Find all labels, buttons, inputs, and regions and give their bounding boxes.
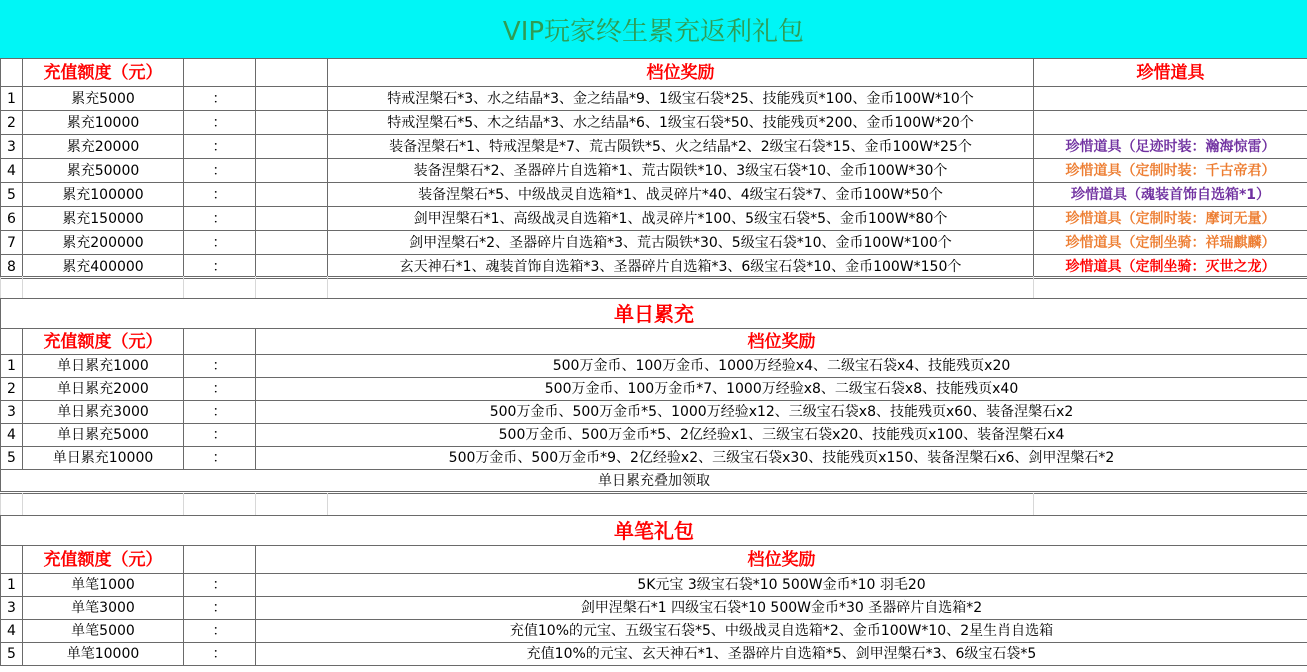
table-row <box>1 207 1307 231</box>
rare-item-cell: 珍惜道具（定制时装：千古帝君） <box>1034 159 1307 183</box>
row-number: 6 <box>1 207 23 231</box>
separator-cell: ： <box>184 447 256 470</box>
separator-cell: ： <box>184 378 256 401</box>
row-number: 1 <box>1 87 23 111</box>
separator-cell: ： <box>184 159 256 183</box>
amount-cell: 单笔1000 <box>23 574 184 597</box>
row-number: 1 <box>1 355 23 378</box>
table-row <box>1 574 1307 597</box>
reward-cell: 500万金币、100万金币、1000万经验x4、二级宝石袋x4、技能残页x20 <box>256 355 1307 378</box>
table-header-row <box>1 546 1307 574</box>
reward-cell: 充值10%的元宝、五级宝石袋*5、中级战灵自选箱*2、金币100W*10、2星生肖自选箱 <box>256 620 1307 643</box>
table-row <box>1 255 1307 279</box>
amount-cell: 累充200000 <box>23 231 184 255</box>
header-reward: 档位奖励 <box>328 59 1034 87</box>
row-number: 8 <box>1 255 23 279</box>
table-row <box>1 355 1307 378</box>
rare-item-cell <box>1034 87 1307 111</box>
reward-cell: 500万金币、100万金币*7、1000万经验x8、二级宝石袋x8、技能残页x40 <box>256 378 1307 401</box>
separator-cell: ： <box>184 643 256 666</box>
table-row <box>1 401 1307 424</box>
amount-cell: 累充400000 <box>23 255 184 279</box>
amount-cell: 累充150000 <box>23 207 184 231</box>
header-reward: 档位奖励 <box>256 546 1307 574</box>
rare-item-cell: 珍惜道具（足迹时装：瀚海惊雷） <box>1034 135 1307 159</box>
table-header-row <box>1 59 1307 87</box>
amount-cell: 累充5000 <box>23 87 184 111</box>
table-row <box>1 231 1307 255</box>
empty-cell <box>256 111 328 135</box>
amount-cell: 单日累充5000 <box>23 424 184 447</box>
table-row <box>1 378 1307 401</box>
row-number: 2 <box>1 378 23 401</box>
blank-row <box>0 276 1307 299</box>
blank-row <box>0 493 1307 516</box>
header-amount: 充值额度（元） <box>23 59 184 87</box>
reward-cell: 特戒涅槃石*3、水之结晶*3、金之结晶*9、1级宝石袋*25、技能残页*100、金币100W*10个 <box>328 87 1034 111</box>
header-item: 珍惜道具 <box>1034 59 1307 87</box>
amount-cell: 累充50000 <box>23 159 184 183</box>
reward-cell: 500万金币、500万金币*5、2亿经验x1、三级宝石袋x20、技能残页x100、装备涅槃石x4 <box>256 424 1307 447</box>
rare-item-cell <box>1034 111 1307 135</box>
row-number: 3 <box>1 135 23 159</box>
separator-cell: ： <box>184 620 256 643</box>
table-row <box>1 183 1307 207</box>
lifetime-recharge-table <box>0 58 1307 279</box>
empty-cell <box>256 159 328 183</box>
single-recharge-table <box>0 515 1307 666</box>
amount-cell: 累充10000 <box>23 111 184 135</box>
reward-cell: 剑甲涅槃石*1 四级宝石袋*10 500W金币*30 圣器碎片自选箱*2 <box>256 597 1307 620</box>
header-reward: 档位奖励 <box>256 329 1307 355</box>
section-title-daily: 单日累充 <box>1 299 1307 329</box>
reward-cell: 剑甲涅槃石*2、圣器碎片自选箱*3、荒古陨铁*30、5级宝石袋*10、金币100W*100个 <box>328 231 1034 255</box>
reward-cell: 装备涅槃石*5、中级战灵自选箱*1、战灵碎片*40、4级宝石袋*7、金币100W*50个 <box>328 183 1034 207</box>
rare-item-cell: 珍惜道具（定制坐骑：灭世之龙） <box>1034 255 1307 279</box>
reward-cell: 500万金币、500万金币*9、2亿经验x2、三级宝石袋x30、技能残页x150、装备涅槃石x6、剑甲涅槃石*2 <box>256 447 1307 470</box>
separator-cell: ： <box>184 135 256 159</box>
reward-cell: 装备涅槃石*2、圣器碎片自选箱*1、荒古陨铁*10、3级宝石袋*10、金币100W*30个 <box>328 159 1034 183</box>
amount-cell: 单笔5000 <box>23 620 184 643</box>
daily-recharge-table <box>0 298 1307 492</box>
row-number: 5 <box>1 643 23 666</box>
table-header-row <box>1 329 1307 355</box>
empty-cell <box>256 183 328 207</box>
empty-cell <box>256 135 328 159</box>
amount-cell: 单日累充1000 <box>23 355 184 378</box>
row-number: 5 <box>1 183 23 207</box>
row-number: 3 <box>1 401 23 424</box>
header-amount: 充值额度（元） <box>23 546 184 574</box>
header-amount: 充值额度（元） <box>23 329 184 355</box>
separator-cell: ： <box>184 401 256 424</box>
amount-cell: 累充100000 <box>23 183 184 207</box>
reward-cell: 特戒涅槃石*5、木之结晶*3、水之结晶*6、1级宝石袋*50、技能残页*200、金币100W*20个 <box>328 111 1034 135</box>
row-number: 5 <box>1 447 23 470</box>
daily-note: 单日累充叠加领取 <box>1 470 1307 492</box>
row-number: 4 <box>1 620 23 643</box>
table-row <box>1 447 1307 470</box>
rare-item-cell: 珍惜道具（定制坐骑：祥瑞麒麟） <box>1034 231 1307 255</box>
table-row <box>1 643 1307 666</box>
table-row <box>1 424 1307 447</box>
table-row <box>1 111 1307 135</box>
reward-cell: 充值10%的元宝、玄天神石*1、圣器碎片自选箱*5、剑甲涅槃石*3、6级宝石袋*5 <box>256 643 1307 666</box>
separator-cell: ： <box>184 231 256 255</box>
empty-cell <box>256 207 328 231</box>
separator-cell: ： <box>184 574 256 597</box>
amount-cell: 单日累充3000 <box>23 401 184 424</box>
amount-cell: 单笔3000 <box>23 597 184 620</box>
separator-cell: ： <box>184 255 256 279</box>
reward-cell: 500万金币、500万金币*5、1000万经验x12、三级宝石袋x8、技能残页x60、装备涅槃石x2 <box>256 401 1307 424</box>
separator-cell: ： <box>184 111 256 135</box>
empty-cell <box>256 87 328 111</box>
empty-cell <box>256 255 328 279</box>
amount-cell: 单笔10000 <box>23 643 184 666</box>
separator-cell: ： <box>184 183 256 207</box>
amount-cell: 累充20000 <box>23 135 184 159</box>
separator-cell: ： <box>184 597 256 620</box>
reward-cell: 剑甲涅槃石*1、高级战灵自选箱*1、战灵碎片*100、5级宝石袋*5、金币100W*80个 <box>328 207 1034 231</box>
table-row <box>1 597 1307 620</box>
separator-cell: ： <box>184 87 256 111</box>
table-row <box>1 87 1307 111</box>
row-number: 7 <box>1 231 23 255</box>
table-row <box>1 159 1307 183</box>
amount-cell: 单日累充2000 <box>23 378 184 401</box>
row-number: 4 <box>1 159 23 183</box>
section-title-single: 单笔礼包 <box>1 516 1307 546</box>
rare-item-cell: 珍惜道具（定制时装：摩诃无量） <box>1034 207 1307 231</box>
row-number: 2 <box>1 111 23 135</box>
amount-cell: 单日累充10000 <box>23 447 184 470</box>
separator-cell: ： <box>184 207 256 231</box>
rare-item-cell: 珍惜道具（魂装首饰自选箱*1） <box>1034 183 1307 207</box>
empty-cell <box>256 231 328 255</box>
reward-cell: 装备涅槃石*1、特戒涅槃是*7、荒古陨铁*5、火之结晶*2、2级宝石袋*15、金币100W*25个 <box>328 135 1034 159</box>
table-row <box>1 135 1307 159</box>
reward-cell: 玄天神石*1、魂装首饰自选箱*3、圣器碎片自选箱*3、6级宝石袋*10、金币100W*150个 <box>328 255 1034 279</box>
separator-cell: ： <box>184 424 256 447</box>
page-title: VIP玩家终生累充返利礼包 <box>0 0 1307 58</box>
row-number: 1 <box>1 574 23 597</box>
table-row <box>1 620 1307 643</box>
row-number: 4 <box>1 424 23 447</box>
row-number: 3 <box>1 597 23 620</box>
reward-cell: 5K元宝 3级宝石袋*10 500W金币*10 羽毛20 <box>256 574 1307 597</box>
separator-cell: ： <box>184 355 256 378</box>
